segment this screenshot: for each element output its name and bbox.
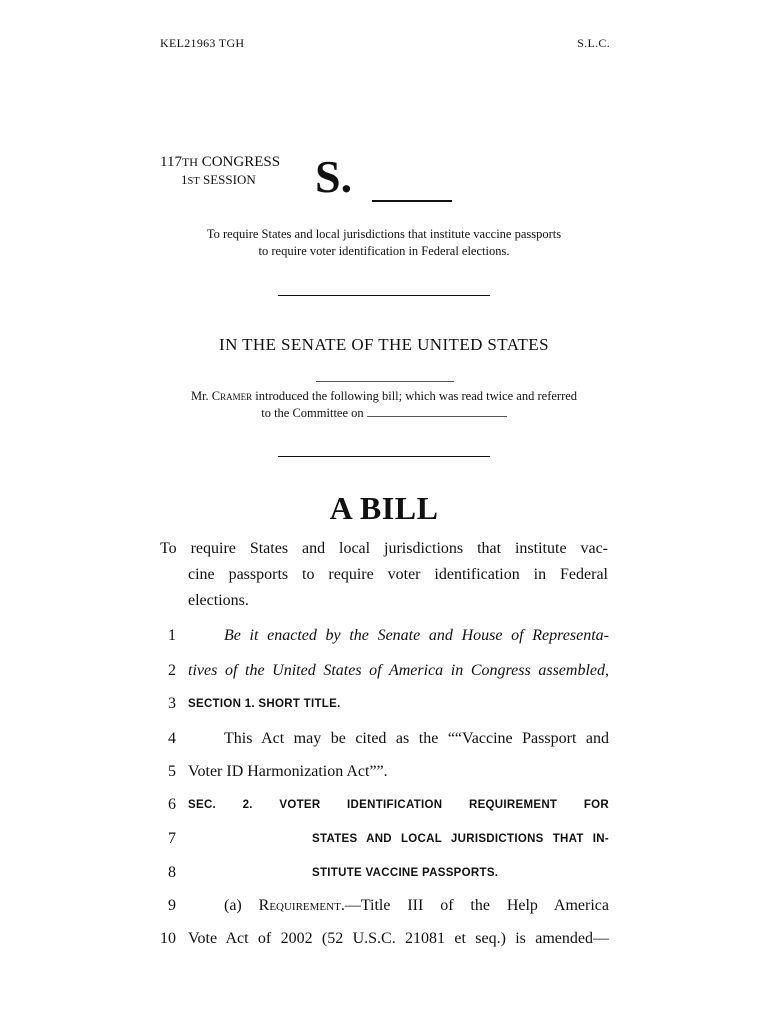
line-number: 4 bbox=[168, 730, 176, 747]
line-number: 1 bbox=[168, 627, 176, 644]
congress-label: 117TH CONGRESS bbox=[160, 154, 281, 170]
purpose-summary bbox=[150, 226, 618, 260]
divider-thin bbox=[316, 381, 454, 382]
senate-title: IN THE SENATE OF THE UNITED STATES bbox=[219, 335, 549, 354]
section-heading: STATES AND LOCAL JURISDICTIONS THAT IN- bbox=[312, 833, 609, 845]
introduction-line: Mr. Cramer introduced the following bill; which was read twice and referred bbox=[190, 389, 578, 403]
enacting-clause: Be it enacted by the Senate and House of Representa- bbox=[224, 627, 609, 644]
body-text: (a) Requirement.—Title III of the Help America bbox=[224, 897, 609, 914]
section-heading: STITUTE VACCINE PASSPORTS. bbox=[312, 867, 499, 879]
line-number: 9 bbox=[168, 897, 176, 914]
session-label: 1ST SESSION bbox=[181, 172, 256, 187]
line-number: 7 bbox=[168, 830, 176, 847]
body-text: This Act may be cited as the ““Vaccine Passport and bbox=[224, 730, 609, 747]
a-bill-heading: A BILL bbox=[329, 490, 439, 526]
sponsor-name: Cramer bbox=[211, 389, 253, 403]
line-number: 8 bbox=[168, 864, 176, 881]
committee-blank bbox=[367, 405, 507, 417]
bill-purpose bbox=[160, 536, 608, 614]
body-text: Voter ID Harmonization Act””. bbox=[188, 763, 388, 780]
purpose-summary-line: To require States and local jurisdictions that institute vaccine passports bbox=[206, 227, 562, 241]
enacting-clause: tives of the United States of America in Congress assembled, bbox=[188, 662, 609, 679]
line-number: 3 bbox=[168, 695, 176, 712]
bill-number-blank bbox=[372, 200, 452, 202]
section-heading: SECTION 1. SHORT TITLE. bbox=[188, 698, 341, 710]
document-code: S.L.C. bbox=[577, 36, 610, 50]
divider-rule bbox=[278, 295, 490, 296]
introduction-text bbox=[150, 388, 618, 422]
body-text: Vote Act of 2002 (52 U.S.C. 21081 et seq.) is amended— bbox=[188, 930, 609, 947]
bill-prefix: S. bbox=[315, 151, 353, 202]
line-number: 6 bbox=[168, 796, 176, 813]
line-number: 5 bbox=[168, 763, 176, 780]
purpose-line: cine passports to require voter identification in Federal bbox=[188, 566, 608, 583]
section-heading: SEC. 2. VOTER IDENTIFICATION REQUIREMENT FOR bbox=[188, 799, 609, 811]
divider-rule bbox=[278, 456, 490, 457]
purpose-summary-line: to require voter identification in Federal elections. bbox=[258, 244, 510, 258]
document-id: KEL21963 TGH bbox=[160, 36, 245, 50]
purpose-line: elections. bbox=[188, 592, 249, 609]
line-number: 10 bbox=[160, 930, 176, 947]
introduction-line: to the Committee on bbox=[150, 405, 618, 422]
purpose-line: To require States and local jurisdictions that institute vac- bbox=[160, 540, 608, 557]
line-number: 2 bbox=[168, 662, 176, 679]
